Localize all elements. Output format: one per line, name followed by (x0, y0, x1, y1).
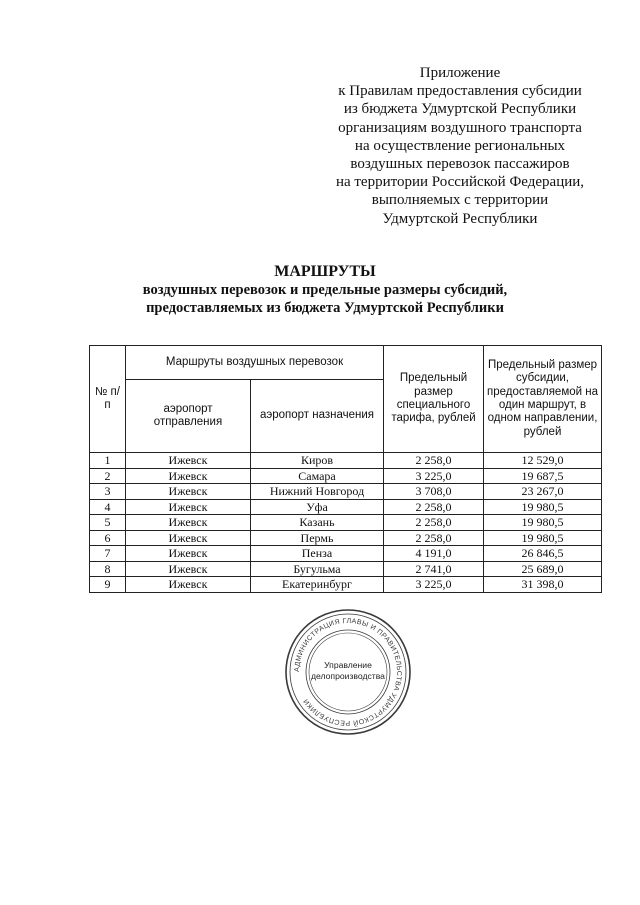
cell-num: 9 (90, 577, 126, 593)
cell-departure: Ижевск (126, 530, 251, 546)
cell-destination: Пенза (251, 546, 384, 562)
appendix-line: выполняемых с территории (371, 192, 549, 209)
cell-subsidy: 19 980,5 (484, 530, 602, 546)
table-row (90, 546, 602, 562)
appendix-line: к Правилам предоставления субсидии (338, 83, 582, 100)
official-stamp (284, 608, 412, 736)
cell-tariff: 2 741,0 (384, 561, 484, 577)
appendix-block (320, 64, 600, 228)
table-row (90, 530, 602, 546)
cell-num: 7 (90, 546, 126, 562)
cell-departure: Ижевск (126, 499, 251, 515)
cell-destination: Бугульма (251, 561, 384, 577)
cell-subsidy: 12 529,0 (484, 453, 602, 469)
cell-tariff: 2 258,0 (384, 499, 484, 515)
cell-subsidy: 19 687,5 (484, 468, 602, 484)
cell-num: 8 (90, 561, 126, 577)
cell-tariff: 4 191,0 (384, 546, 484, 562)
cell-departure: Ижевск (126, 468, 251, 484)
appendix-line: на территории Российской Федерации, (335, 174, 585, 191)
table-row (90, 515, 602, 531)
appendix-line: организациям воздушного транспорта (338, 119, 582, 136)
appendix-line: Приложение (419, 65, 501, 81)
header-num: № п/п (90, 346, 126, 453)
header-destination: аэропорт назначения (251, 380, 384, 453)
cell-tariff: 3 225,0 (384, 468, 484, 484)
cell-destination: Нижний Новгород (251, 484, 384, 500)
cell-destination: Самара (251, 468, 384, 484)
appendix-line: из бюджета Удмуртской Республики (343, 101, 577, 118)
cell-destination: Екатеринбург (251, 577, 384, 593)
table-row (90, 577, 602, 593)
table-row (90, 561, 602, 577)
cell-destination: Уфа (251, 499, 384, 515)
cell-subsidy: 25 689,0 (484, 561, 602, 577)
cell-tariff: 2 258,0 (384, 453, 484, 469)
header-departure: аэропорт отправления (126, 380, 251, 453)
header-tariff: Предельный размер специального тарифа, рублей (384, 346, 484, 453)
cell-destination: Казань (251, 515, 384, 531)
routes-table (89, 345, 602, 593)
title-main: МАРШРУТЫ (274, 263, 376, 280)
cell-departure: Ижевск (126, 561, 251, 577)
table-row (90, 468, 602, 484)
cell-destination: Киров (251, 453, 384, 469)
table-row (90, 484, 602, 500)
cell-tariff: 3 225,0 (384, 577, 484, 593)
cell-tariff: 2 258,0 (384, 515, 484, 531)
cell-num: 3 (90, 484, 126, 500)
title-line-2: воздушных перевозок и предельные размеры субсидий, (142, 282, 508, 298)
cell-subsidy: 26 846,5 (484, 546, 602, 562)
cell-subsidy: 23 267,0 (484, 484, 602, 500)
cell-destination: Пермь (251, 530, 384, 546)
cell-departure: Ижевск (126, 515, 251, 531)
cell-num: 5 (90, 515, 126, 531)
title-line-3: предоставляемых из бюджета Удмуртской Республики (146, 300, 504, 316)
stamp-center-line-1: Управление (324, 660, 372, 670)
cell-tariff: 2 258,0 (384, 530, 484, 546)
header-routes: Маршруты воздушных перевозок (126, 346, 384, 380)
cell-num: 4 (90, 499, 126, 515)
appendix-line: на осуществление региональных (354, 137, 566, 154)
cell-subsidy: 19 980,5 (484, 499, 602, 515)
header-subsidy: Предельный размер субсидии, предоставляемой на один маршрут, в одном направлении, рублей (484, 346, 602, 453)
cell-departure: Ижевск (126, 577, 251, 593)
appendix-line: воздушных перевозок пассажиров (350, 156, 570, 173)
stamp-ring-text: АДМИНИСТРАЦИЯ ГЛАВЫ И ПРАВИТЕЛЬСТВА УДМУРТСКОЙ РЕСПУБЛИКИ (293, 617, 403, 727)
cell-departure: Ижевск (126, 546, 251, 562)
document-title (60, 262, 590, 317)
cell-departure: Ижевск (126, 453, 251, 469)
table-row (90, 453, 602, 469)
cell-tariff: 3 708,0 (384, 484, 484, 500)
cell-subsidy: 31 398,0 (484, 577, 602, 593)
table-row (90, 499, 602, 515)
cell-departure: Ижевск (126, 484, 251, 500)
cell-num: 1 (90, 453, 126, 469)
cell-num: 6 (90, 530, 126, 546)
appendix-line: Удмуртской Республики (382, 210, 538, 227)
stamp-center-line-2: делопроизводства (311, 671, 385, 681)
cell-num: 2 (90, 468, 126, 484)
cell-subsidy: 19 980,5 (484, 515, 602, 531)
